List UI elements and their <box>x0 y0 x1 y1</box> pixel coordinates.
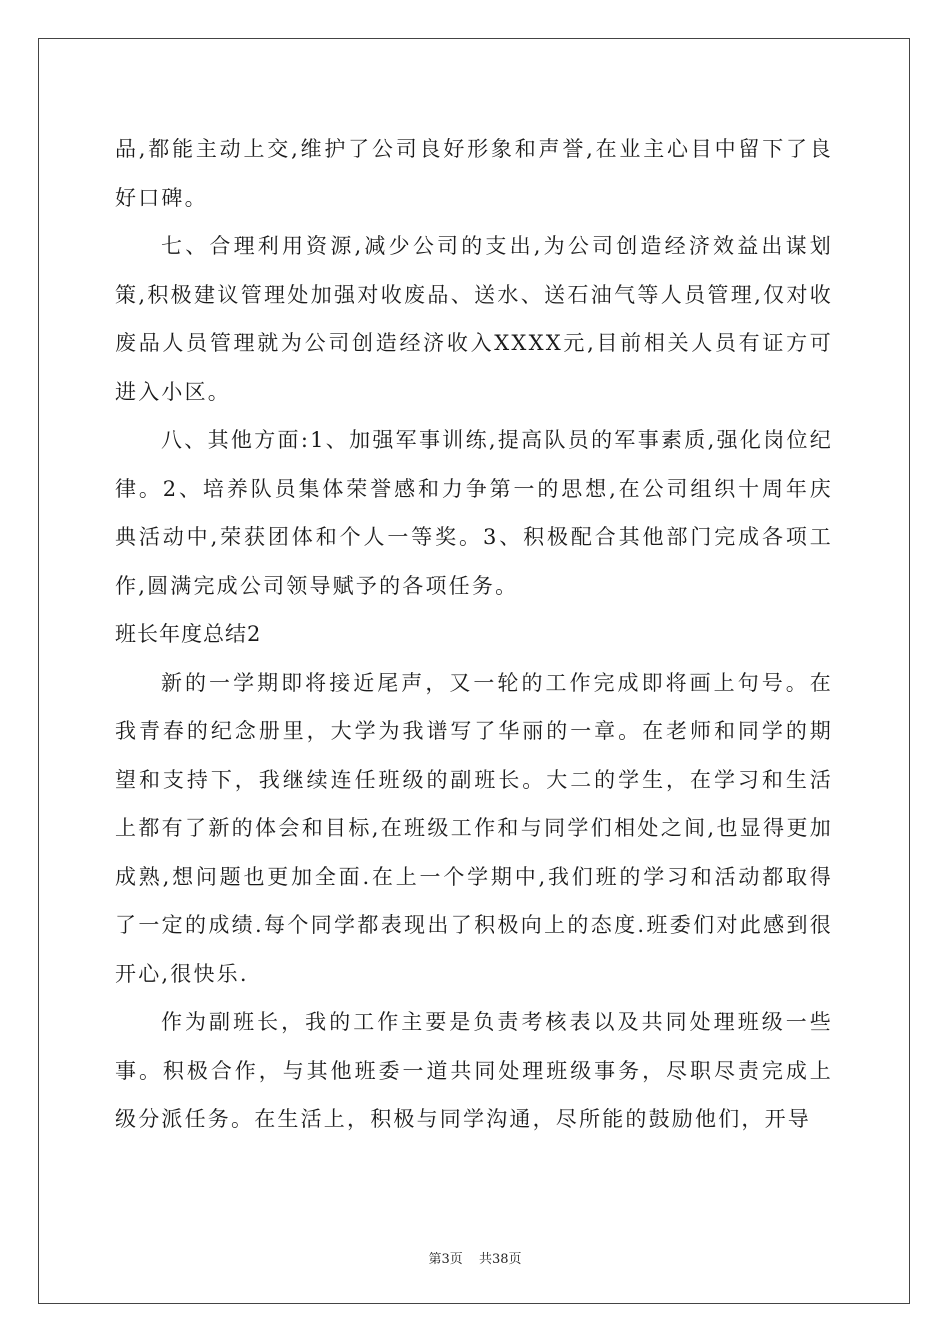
paragraph-intro: 新的一学期即将接近尾声，又一轮的工作完成即将画上句号。在我青春的纪念册里，大学为我谱写了华丽的一章。在老师和同学的期望和支持下，我继续连任班级的副班长。大二的学生，在学习和生活上都有了新的体会和目标,在班级工作和与同学们相处之间,也显得更加成熟,想问题也更加全面.在上一个学期中,我们班的学习和活动都取得了一定的成绩.每个同学都表现出了积极向上的态度.班委们对此感到很开心,很快乐. <box>115 670 833 986</box>
paragraph-section-eight: 八、其他方面:1、加强军事训练,提高队员的军事素质,强化岗位纪律。2、培养队员集体荣誉感和力争第一的思想,在公司组织十周年庆典活动中,荣获团体和个人一等奖。3、积极配合其他部门完成各项工作,圆满完成公司领导赋予的各项任务。 <box>115 428 833 598</box>
paragraph-section-seven: 七、合理利用资源,减少公司的支出,为公司创造经济效益出谋划策,积极建议管理处加强对收废品、送水、送石油气等人员管理,仅对收废品人员管理就为公司创造经济收入XXXX元,目前相关人员有证方可进入小区。 <box>115 234 833 404</box>
page-number: 第3页 <box>428 1252 463 1267</box>
page-footer <box>0 1248 950 1267</box>
paragraph-duties: 作为副班长，我的工作主要是负责考核表以及共同处理班级一些事。积极合作，与其他班委一道共同处理班级事务，尽职尽责完成上级分派任务。在生活上，积极与同学沟通，尽所能的鼓励他们，开导 <box>115 1010 833 1131</box>
page-total: 共38页 <box>478 1252 522 1267</box>
paragraph-continuation: 品,都能主动上交,维护了公司良好形象和声誉,在业主心目中留下了良好口碑。 <box>115 137 833 210</box>
section-heading: 班长年度总结2 <box>115 622 262 646</box>
document-body <box>115 125 833 1144</box>
